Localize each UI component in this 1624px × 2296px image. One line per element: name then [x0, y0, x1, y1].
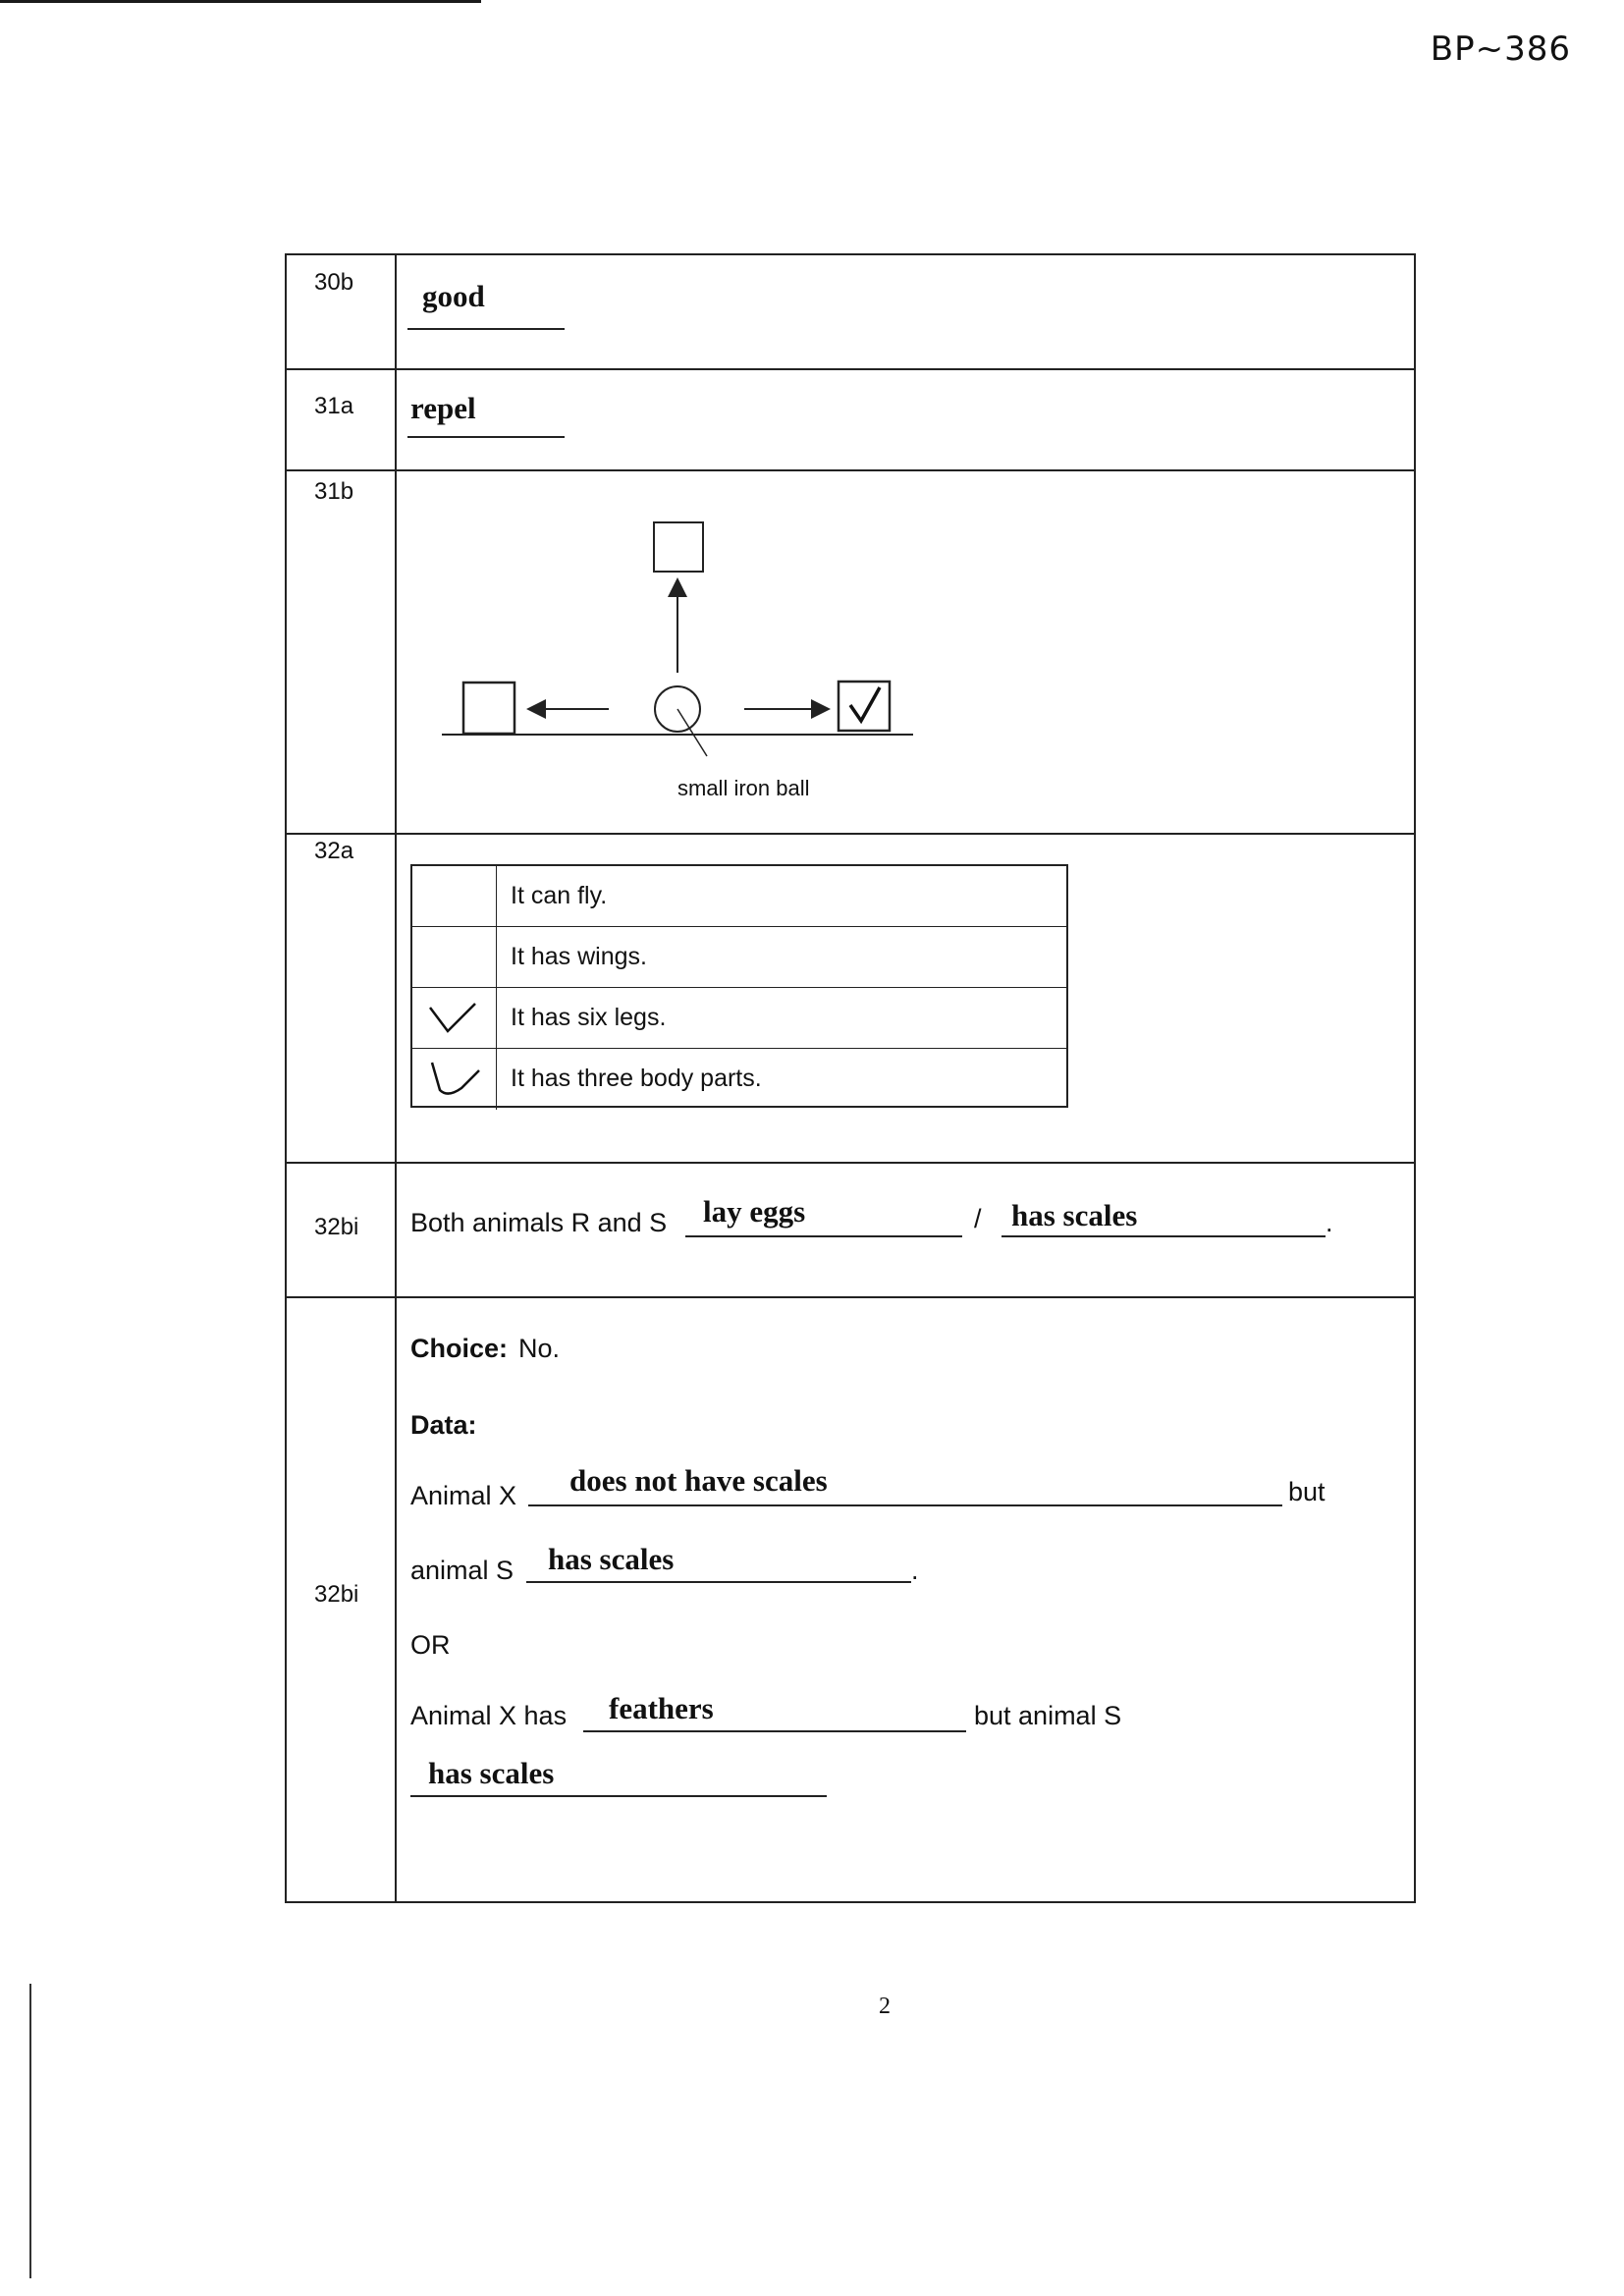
suffix-text: but [1288, 1477, 1326, 1506]
row-text: It has three body parts. [511, 1065, 762, 1092]
question-label-32bi: 32bi [314, 1214, 359, 1240]
tick-icon [850, 687, 880, 721]
answer-line1: does not have scales [569, 1463, 828, 1498]
answer-line [685, 1235, 962, 1237]
table-row [412, 988, 1066, 1049]
top-rule [0, 0, 481, 3]
answer-line [407, 328, 565, 330]
question-label-31a: 31a [314, 393, 354, 419]
tick-box[interactable] [412, 988, 497, 1048]
separator: / [974, 1204, 982, 1233]
answer-line [1001, 1235, 1326, 1237]
ball-label: small iron ball [677, 776, 810, 800]
row-text: It has six legs. [511, 1004, 667, 1031]
answer-line3: feathers [609, 1691, 714, 1725]
answer-line [407, 436, 565, 438]
answer-line [526, 1581, 911, 1583]
label-column-divider [395, 253, 397, 1903]
answer-line [410, 1795, 827, 1797]
data-label: Data: [410, 1410, 477, 1440]
row-text: It can fly. [511, 882, 608, 909]
answer-line2: has scales [548, 1542, 675, 1576]
prompt-text: Animal X [410, 1481, 517, 1510]
scan-edge-line [29, 1984, 31, 2278]
row-divider [285, 469, 1416, 471]
prompt-text: Animal X has [410, 1701, 568, 1730]
answer-32bi-2: has scales [1011, 1198, 1138, 1232]
tick-icon [412, 988, 497, 1047]
checkbox-top[interactable] [654, 522, 703, 572]
answer-line [583, 1730, 966, 1732]
end-punctuation: . [1326, 1208, 1333, 1237]
question-label-32a: 32a [314, 838, 354, 864]
row-divider [285, 368, 1416, 370]
tick-box[interactable] [412, 927, 497, 987]
suffix-text: but animal S [974, 1701, 1122, 1730]
tick-icon [412, 1049, 497, 1108]
magnet-diagram [432, 511, 943, 805]
checkbox-right[interactable] [839, 682, 890, 731]
answer-31a: repel [410, 391, 476, 425]
ball-pointer-line [677, 709, 707, 756]
row-text: It has wings. [511, 943, 647, 970]
tick-box[interactable] [412, 866, 497, 926]
question-label-30b: 30b [314, 269, 354, 296]
row-divider [285, 833, 1416, 835]
characteristics-table [410, 864, 1068, 1108]
row-divider [285, 1296, 1416, 1298]
answer-30b: good [422, 279, 485, 313]
question-label-32bi: 32bi [314, 1581, 359, 1608]
tick-box[interactable] [412, 1049, 497, 1110]
end-punctuation: . [911, 1556, 919, 1585]
prompt-text: animal S [410, 1556, 514, 1585]
choice-value: No. [518, 1334, 561, 1363]
checkbox-left[interactable] [463, 683, 514, 734]
page-number: 2 [879, 1994, 891, 2019]
prompt-text: Both animals R and S [410, 1208, 668, 1237]
table-row [412, 866, 1066, 927]
answer-32bi-1: lay eggs [703, 1194, 806, 1229]
row-divider [285, 1162, 1416, 1164]
question-label-31b: 31b [314, 478, 354, 505]
table-row [412, 1049, 1066, 1110]
table-row [412, 927, 1066, 988]
or-text: OR [410, 1630, 451, 1660]
paper-code: BP~386 [1430, 29, 1571, 69]
answer-line [528, 1504, 1282, 1506]
choice-label: Choice: [410, 1334, 509, 1363]
answer-line4: has scales [428, 1756, 555, 1790]
